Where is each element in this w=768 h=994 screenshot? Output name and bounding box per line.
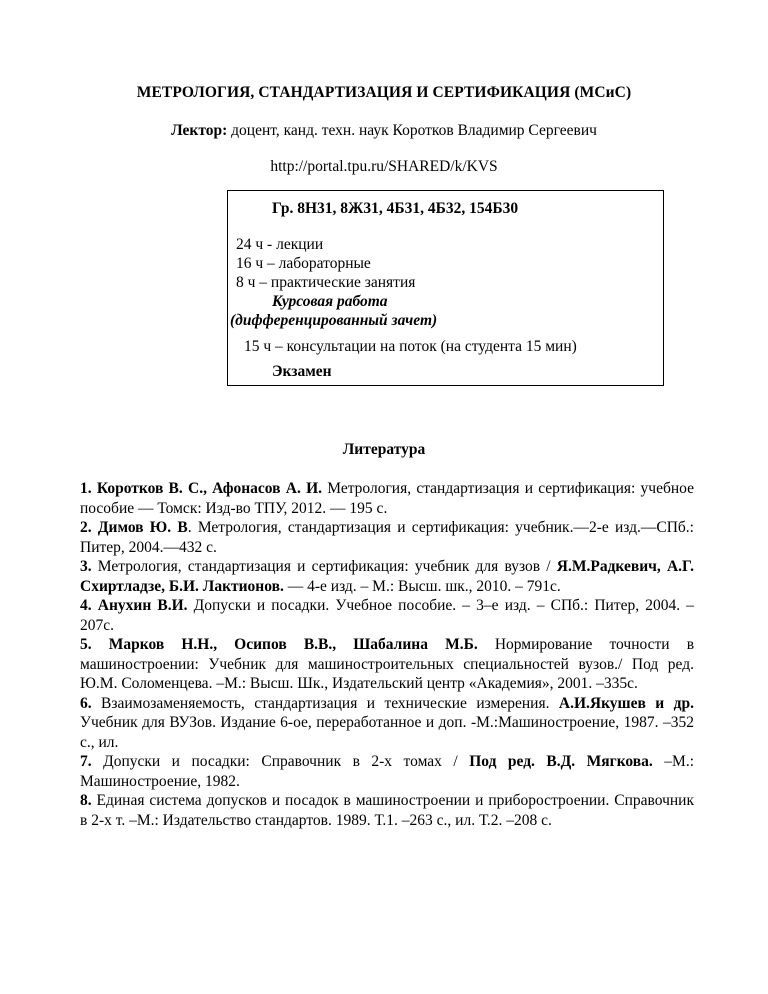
literature-title: Литература bbox=[342, 441, 426, 458]
consultations-line: 15 ч – консультации на поток (на студента 15 мин) bbox=[244, 338, 577, 355]
ref-text: . Метрология, стандартизация и сертификация: учебник.—2-е изд.—СПб.: Питер, 2004.—432 с. bbox=[80, 519, 694, 556]
ref-text: — 4-е изд. – М.: Высш. шк., 2010. – 791с. bbox=[283, 577, 561, 595]
ref-number: 8. bbox=[80, 792, 92, 809]
ref-number: 7. bbox=[80, 753, 92, 770]
ref-authors: А.И.Якушев и др. bbox=[558, 694, 694, 712]
lector-text: доцент, канд. техн. наук Коротков Владимир Сергеевич bbox=[227, 122, 597, 139]
list-item bbox=[80, 557, 694, 596]
ref-text: Метрология, стандартизация и сертификация: учебное пособие — Томск: Изд-во ТПУ, 2012. — 195 с. bbox=[80, 480, 694, 517]
ref-number: 1. bbox=[80, 480, 92, 497]
ref-pre: Допуски и посадки: Справочник в 2-х томах / bbox=[91, 753, 470, 770]
ref-number: 6. bbox=[80, 694, 92, 712]
list-item bbox=[80, 791, 694, 830]
ref-text: Учебник для ВУЗов. Издание 6-ое, переработанное и доп. -М.:Машиностроение, 1987. –352 с., ил. bbox=[80, 714, 694, 751]
exam-label: Экзамен bbox=[272, 363, 332, 380]
hours-practice: 8 ч – практические занятия bbox=[236, 274, 416, 291]
page-title: МЕТРОЛОГИЯ, СТАНДАРТИЗАЦИЯ И СЕРТИФИКАЦИЯ (МСиС) bbox=[136, 84, 632, 101]
ref-authors: Под ред. В.Д. Мягкова. bbox=[469, 753, 653, 770]
lector-label: Лектор: bbox=[171, 122, 228, 139]
coursework-label: Курсовая работа bbox=[272, 293, 388, 310]
ref-authors: Марков Н.Н., Осипов В.В., Шабалина М.Б. bbox=[108, 636, 478, 653]
ref-authors: Димов Ю. В bbox=[97, 519, 188, 536]
list-item bbox=[80, 518, 694, 557]
ref-text: –М.: Машиностроение, 1982. bbox=[80, 753, 695, 790]
literature-list bbox=[80, 479, 694, 830]
ref-pre: Единая система допусков и посадок в машиностроении и приборостроении. Справочник в 2-х т. –М.: Издательство стандартов. 1989. Т.1. –263 с., ил. Т.2. –208 с. bbox=[80, 792, 694, 829]
groups-line: Гр. 8Н31, 8Ж31, 4Б31, 4Б32, 154Б30 bbox=[272, 200, 519, 217]
ref-authors: Я.М.Радкевич, А.Г. Схиртладзе, Б.И. Лактионов. bbox=[80, 558, 694, 595]
lector-line bbox=[0, 122, 768, 140]
list-item bbox=[80, 596, 694, 635]
coursework-note: (дифференцированный зачет) bbox=[230, 312, 438, 329]
ref-authors: Анухин В.И. bbox=[97, 597, 188, 614]
course-info-box bbox=[227, 190, 664, 386]
ref-pre: Взаимозаменяемость, стандартизация и технические измерения. bbox=[91, 694, 559, 712]
ref-number: 2. bbox=[80, 519, 92, 536]
ref-text: Допуски и посадки. Учебное пособие. – 3–е изд. – СПб.: Питер, 2004. – 207с. bbox=[80, 597, 695, 634]
ref-text: Нормирование точности в машиностроении: Учебник для машиностроительных специальностей вузов./ Под ред. Ю.М. Соломенцева. –М.: Высш. Шк., Издательский центр «Академия», 2001. –335с. bbox=[80, 636, 695, 692]
list-item bbox=[80, 635, 694, 694]
hours-labs: 16 ч – лабораторные bbox=[236, 255, 371, 272]
ref-authors: Коротков В. С., Афонасов А. И. bbox=[96, 480, 323, 497]
ref-number: 4. bbox=[80, 597, 92, 614]
list-item bbox=[80, 752, 694, 791]
hours-lectures: 24 ч - лекции bbox=[236, 236, 324, 253]
portal-url: http://portal.tpu.ru/SHARED/k/KVS bbox=[270, 158, 498, 175]
list-item bbox=[80, 694, 694, 753]
ref-number: 3. bbox=[80, 558, 92, 575]
ref-number: 5. bbox=[80, 636, 92, 653]
ref-pre: Метрология, стандартизация и сертификация: учебник для вузов / bbox=[91, 558, 557, 575]
list-item bbox=[80, 479, 694, 518]
